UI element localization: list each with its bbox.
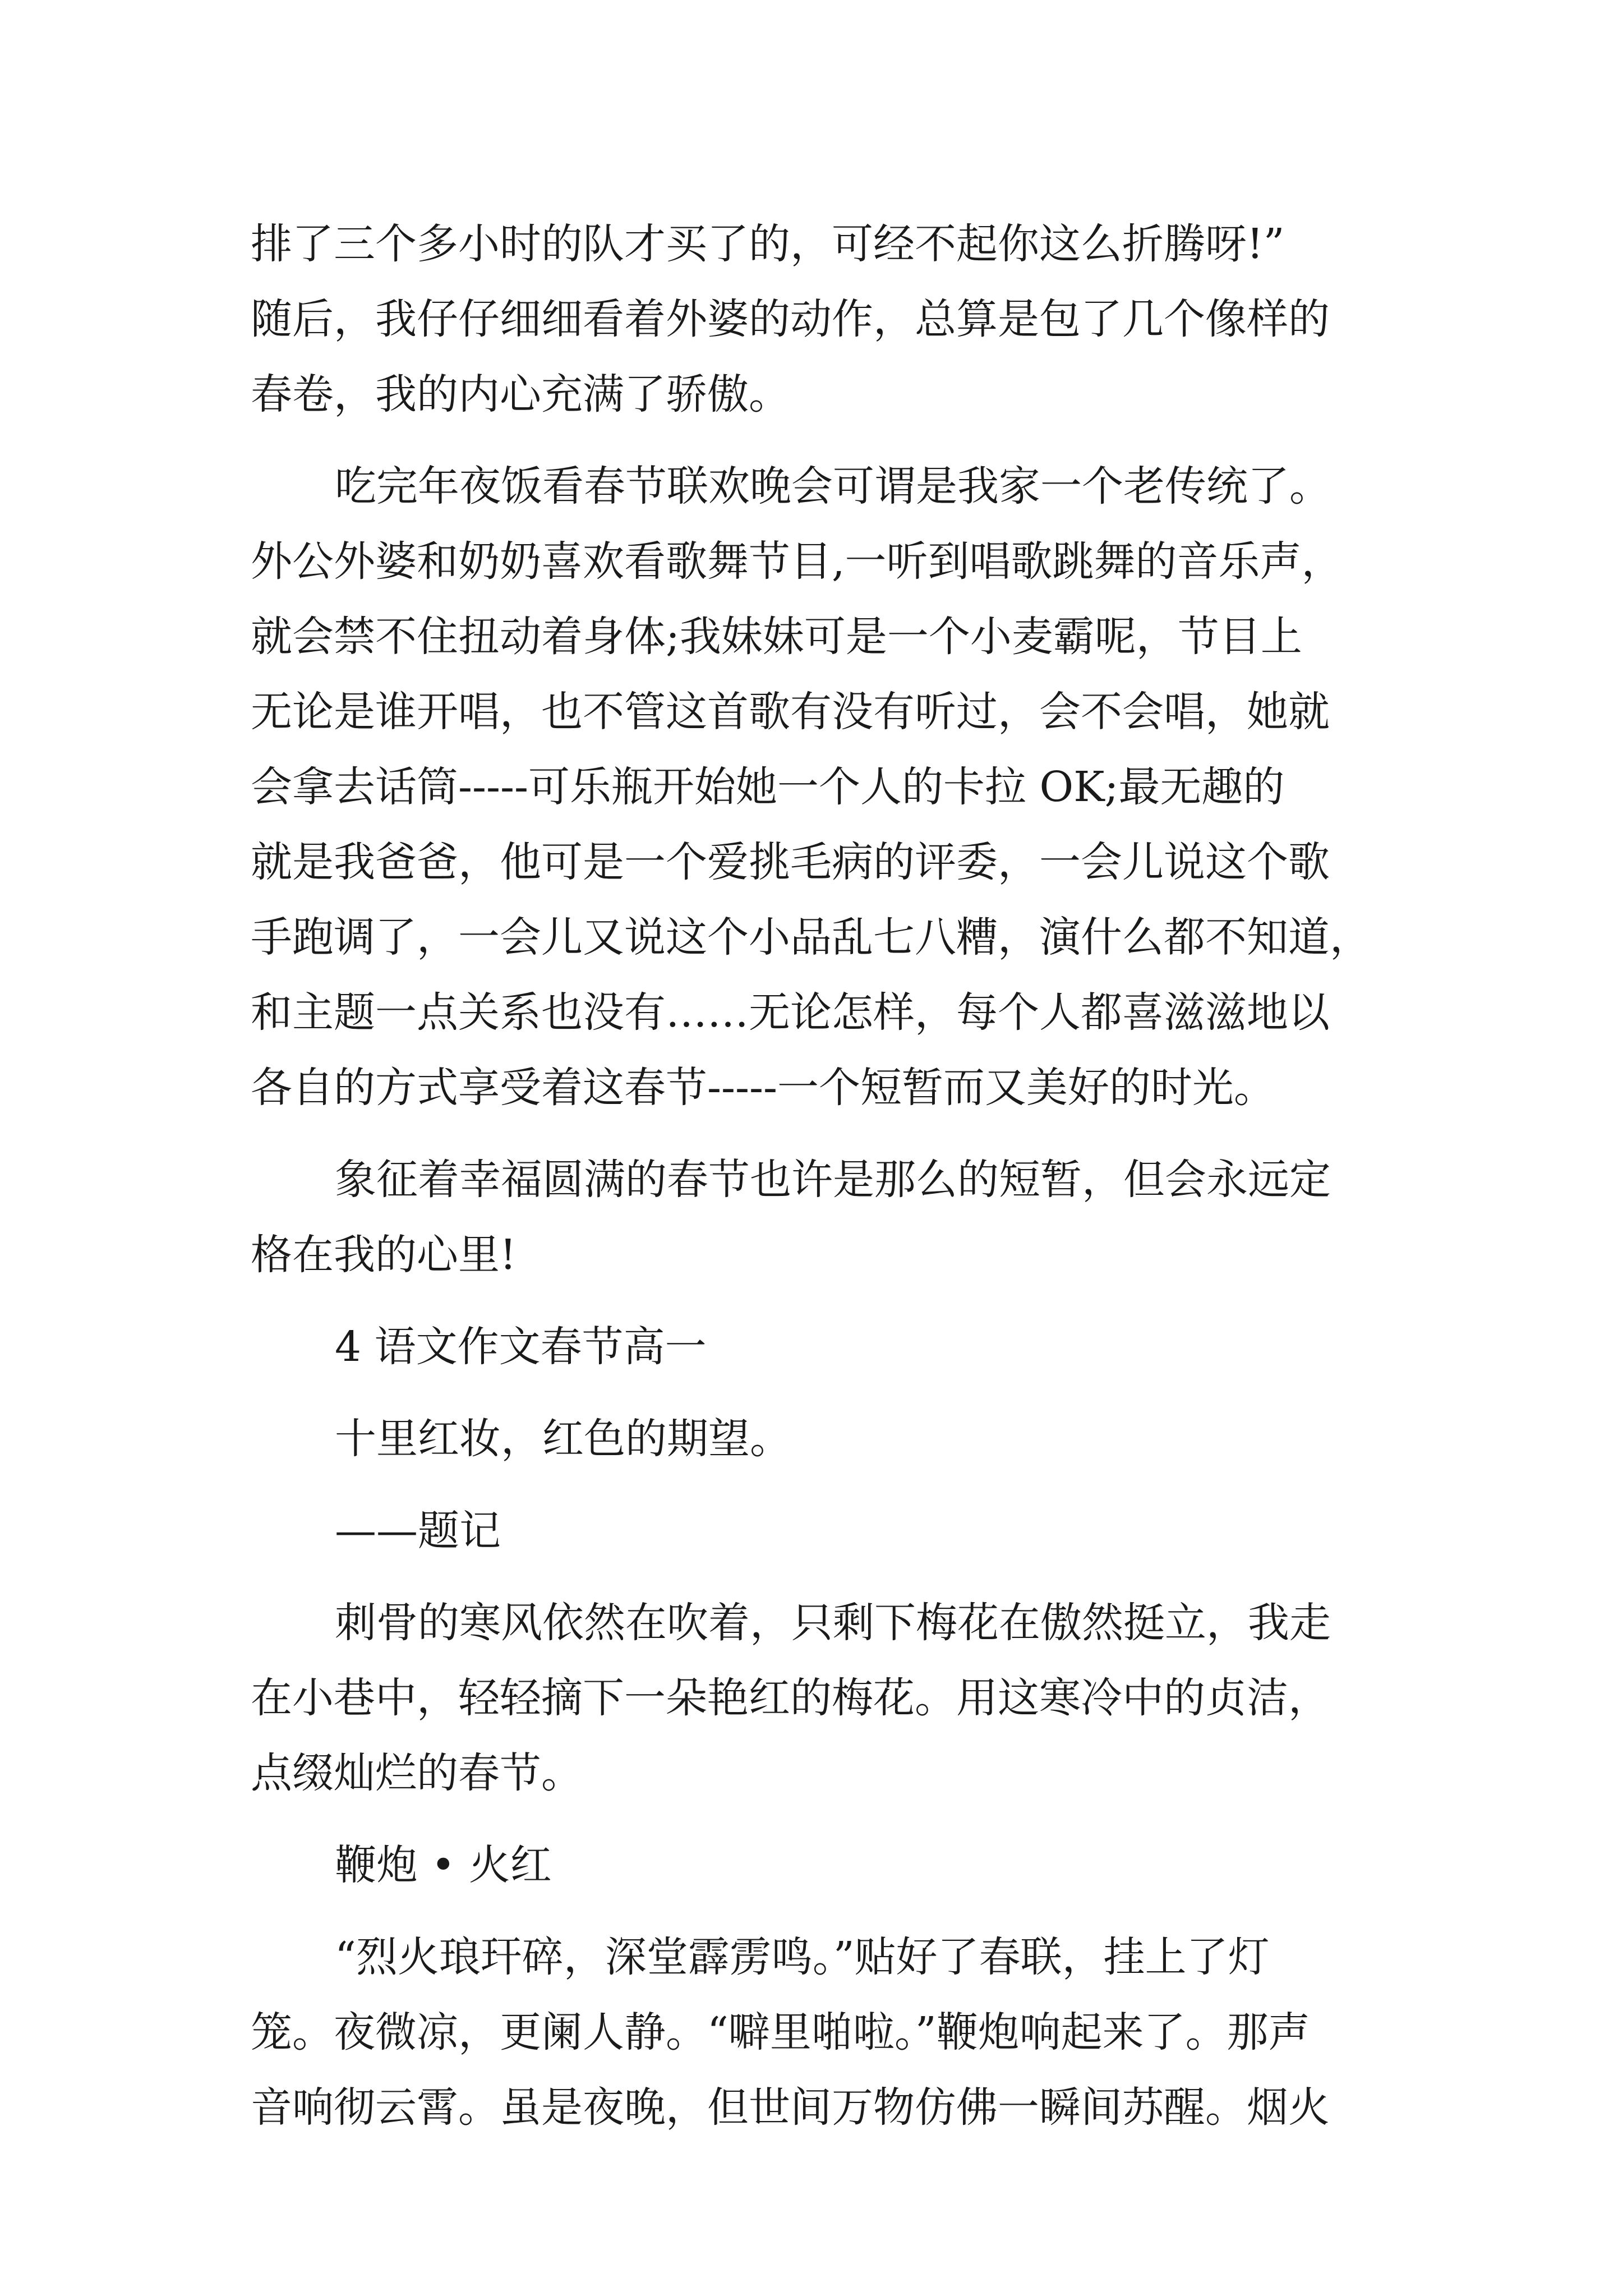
paragraph-spacing [251,1384,1395,1401]
text-line: 4 语文作文春节高一 [335,1323,707,1371]
paragraph-spacing [251,1292,1395,1309]
text-line: 就是我爸爸，他可是一个爱挑毛病的评委，一会儿说这个歌 [251,838,1330,886]
paragraph-spacing [251,1811,1395,1828]
paragraph [251,1585,1395,1811]
paragraph [251,1401,1395,1476]
paragraph [251,1828,1395,1903]
text-line: 在小巷中，轻轻摘下一朵艳红的梅花。用这寒冷中的贞洁， [251,1674,1330,1722]
document-body [251,206,1395,2145]
text-line: 象征着幸福圆满的春节也许是那么的短暂，但会永远定 [335,1156,1331,1204]
text-line: 春卷，我的内心充满了骄傲。 [251,370,790,418]
paragraph-spacing [251,1476,1395,1493]
text-line: 各自的方式享受着这春节-----一个短暂而又美好的时光。 [251,1064,1276,1112]
text-line: 格在我的心里! [251,1231,517,1279]
text-line: 音响彻云霄。虽是夜晚，但世间万物仿佛一瞬间苏醒。烟火 [251,2083,1330,2132]
text-line: 外公外婆和奶奶喜欢看歌舞节目,一听到唱歌跳舞的音乐声， [251,537,1343,586]
paragraph [251,449,1395,1125]
text-line: 点缀灿烂的春节。 [251,1749,583,1797]
text-line: 无论是谁开唱，也不管这首歌有没有听过，会不会唱，她就 [251,688,1330,736]
paragraph-spacing [251,1125,1395,1142]
text-line: 吃完年夜饭看春节联欢晚会可谓是我家一个老传统了。 [335,462,1331,510]
paragraph-spacing [251,1903,1395,1920]
text-line: 十里红妆，红色的期望。 [335,1415,791,1463]
text-line: “烈火琅玕碎，深堂霹雳鸣。”贴好了春联，挂上了灯 [335,1933,1270,1981]
paragraph [251,1309,1395,1384]
paragraph-spacing [251,1568,1395,1585]
paragraph [251,206,1395,432]
paragraph [251,1920,1395,2145]
text-line: 会拿去话筒-----可乐瓶开始她一个人的卡拉 OK;最无趣的 [251,763,1285,811]
text-line: 手跑调了，一会儿又说这个小品乱七八糟，演什么都不知道， [251,913,1371,961]
text-line: 就会禁不住扭动着身体;我妹妹可是一个小麦霸呢，节目上 [251,613,1302,661]
text-line: 和主题一点关系也没有……无论怎样，每个人都喜滋滋地以 [251,988,1330,1037]
text-line: 随后，我仔仔细细看着外婆的动作，总算是包了几个像样的 [251,295,1330,343]
paragraph-spacing [251,432,1395,449]
text-line: 笼。夜微凉，更阑人静。“噼里啪啦。”鞭炮响起来了。那声 [251,2008,1310,2056]
paragraph [251,1493,1395,1568]
text-line: 刺骨的寒风依然在吹着，只剩下梅花在傲然挺立，我走 [335,1599,1331,1647]
paragraph [251,1142,1395,1292]
text-line: 鞭炮 • 火红 [335,1841,552,1889]
text-line: ——题记 [335,1507,501,1555]
text-line: 排了三个多小时的队才买了的，可经不起你这么折腾呀!” [251,220,1285,268]
